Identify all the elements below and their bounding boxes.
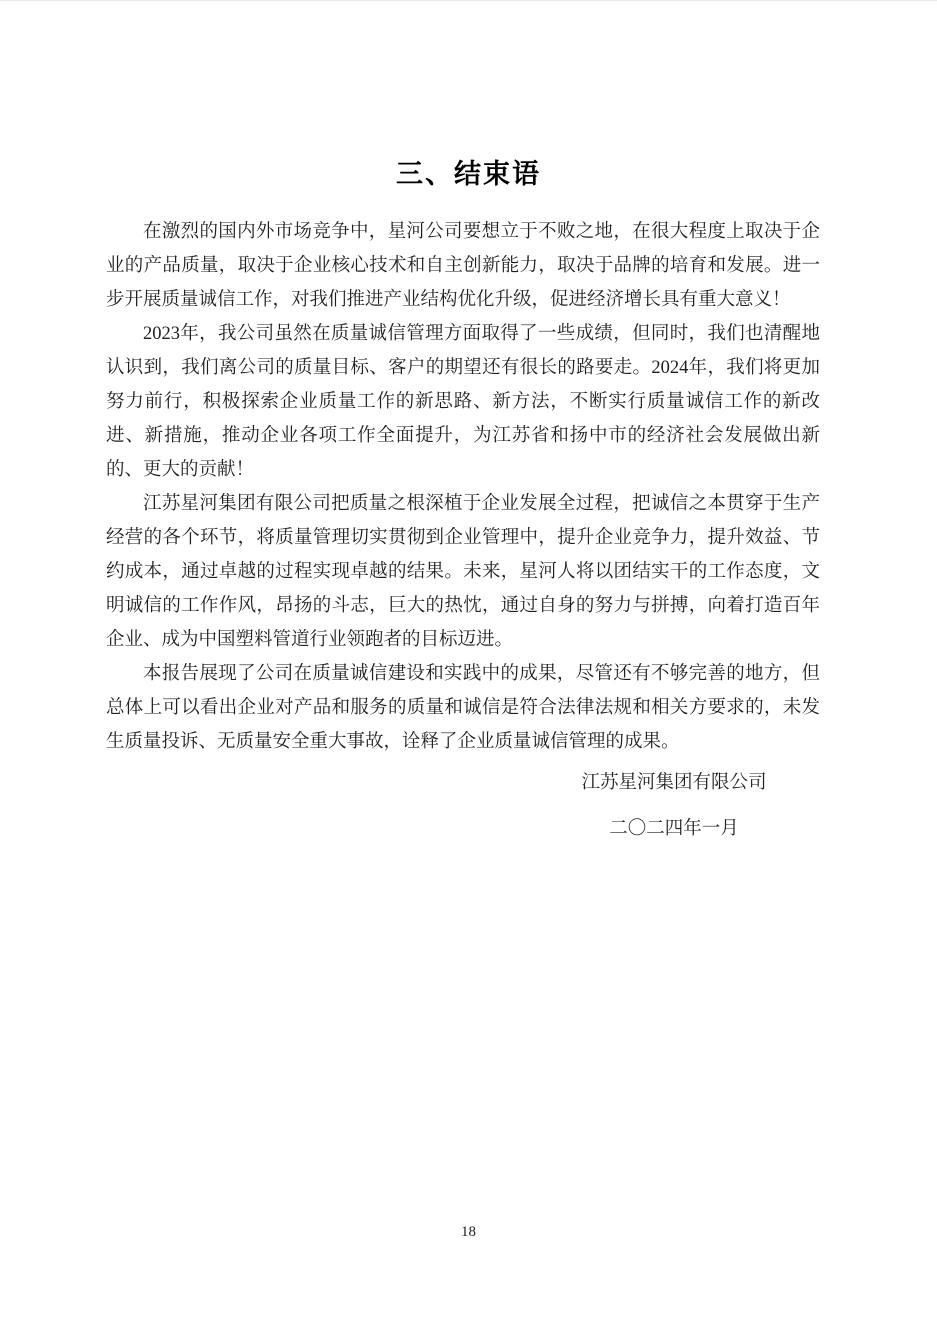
paragraph-3: 江苏星河集团有限公司把质量之根深植于企业发展全过程，把诚信之本贯穿于生产经营的各个环节，将质量管理切实贯彻到企业管理中，提升企业竞争力，提升效益、节约成本，通过卓越的过程实现卓越的结果。未来，星河人将以团结实干的工作态度，文明诚信的工作作风，昂扬的斗志，巨大的热忱，通过自身的努力与拼搏，向着打造百年企业、成为中国塑料管道行业领跑者的目标迈进。 <box>106 494 820 650</box>
signature-company: 江苏星河集团有限公司 <box>581 773 767 793</box>
page-number: 18 <box>461 1224 476 1240</box>
closing-block <box>317 766 937 846</box>
paragraph-4: 本报告展现了公司在质量诚信建设和实践中的成果，尽管还有不够完善的地方，但总体上可以看出企业对产品和服务的质量和诚信是符合法律法规和相关方要求的，未发生质量投诉、无质量安全重大事故，诠释了企业质量诚信管理的成果。 <box>106 664 820 752</box>
paragraph-2: 2023年，我公司虽然在质量诚信管理方面取得了一些成绩，但同时，我们也清醒地认识到，我们离公司的质量目标、客户的期望还有很长的路要走。2024年，我们将更加努力前行，积极探索企业质量工作的新思路、新方法，不断实行质量诚信工作的新改进、新措施，推动企业各项工作全面提升，为江苏省和扬中市的经济社会发展做出新的、更大的贡献！ <box>106 324 820 480</box>
document-body <box>106 215 820 846</box>
signature-date: 二〇二四年一月 <box>609 819 739 839</box>
section-title: 三、结束语 <box>396 159 541 189</box>
paragraph-1: 在激烈的国内外市场竞争中，星河公司要想立于不败之地，在很大程度上取决于企业的产品质量，取决于企业核心技术和自主创新能力，取决于品牌的培育和发展。进一步开展质量诚信工作，对我们推进产业结构优化升级，促进经济增长具有重大意义！ <box>106 222 820 310</box>
